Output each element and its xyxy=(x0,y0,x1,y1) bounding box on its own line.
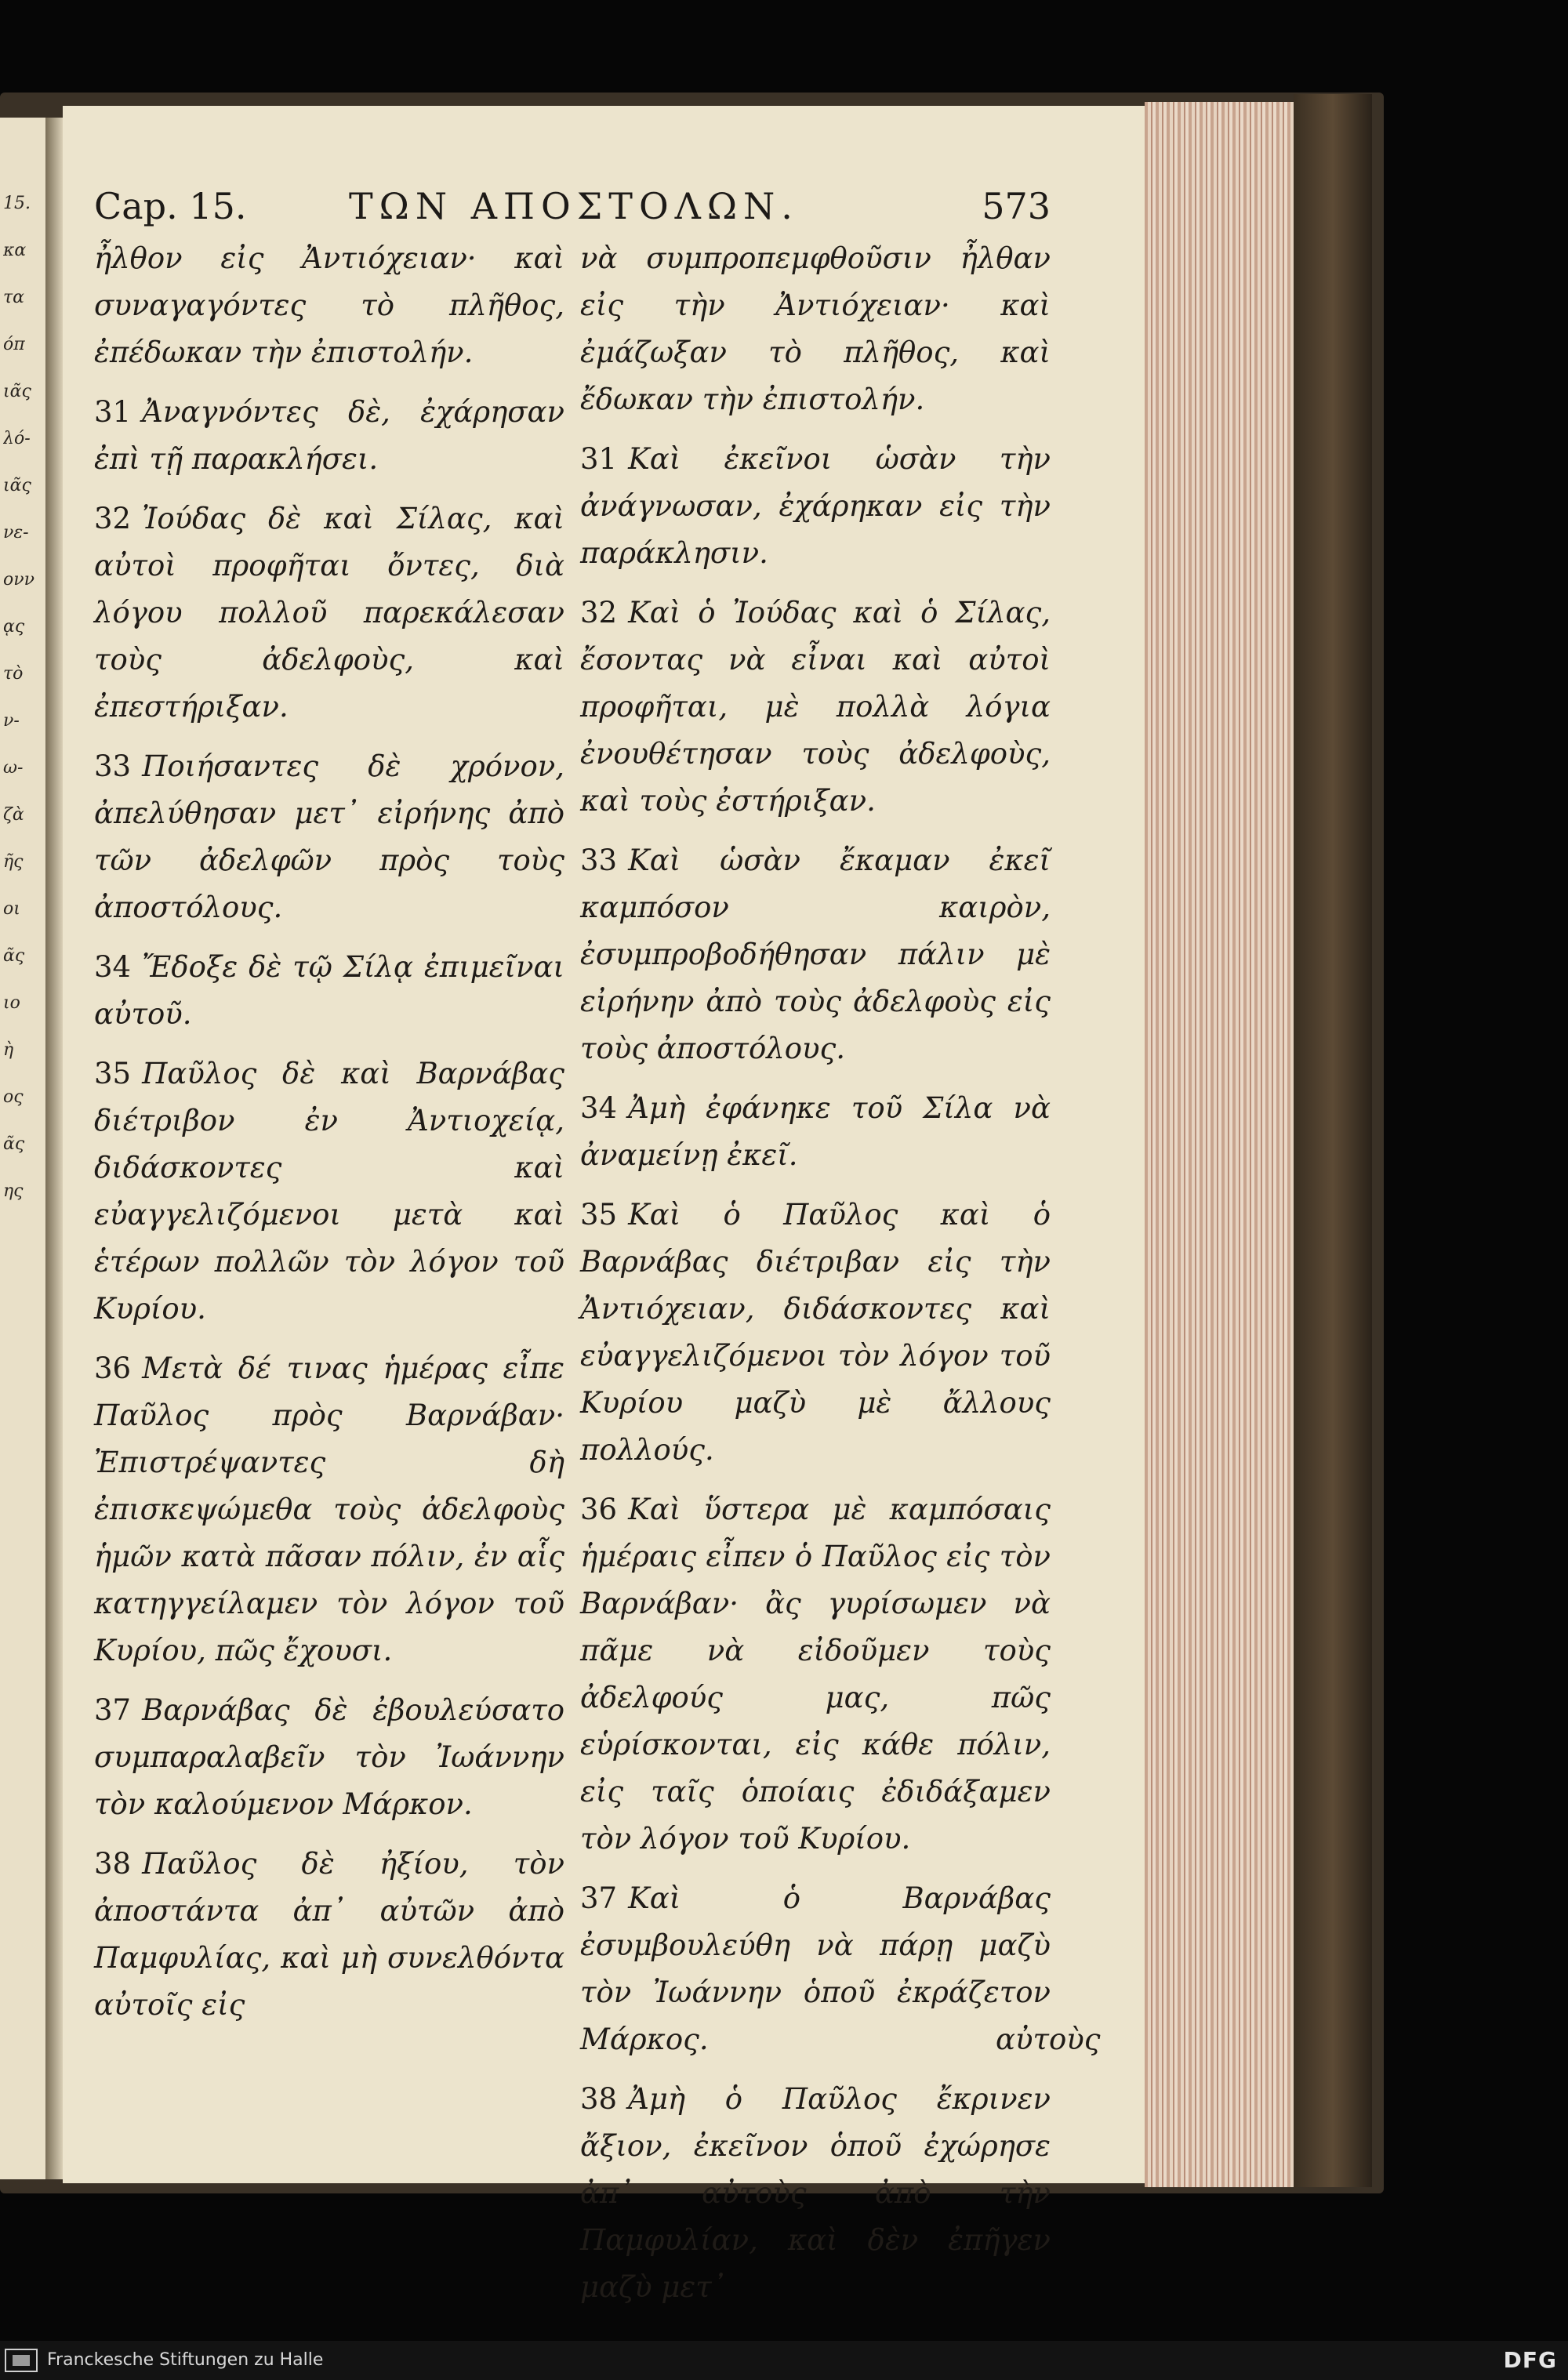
verse-text: Καὶ ὁ Βαρνάβας ἐσυμβουλεύθη νὰ πάρῃ μαζὺ τὸν Ἰωάννην ὁποῦ ἐκράζετον Μάρκος. xyxy=(580,1881,1051,2056)
verse-paragraph xyxy=(580,590,1051,825)
verse-paragraph xyxy=(94,743,564,931)
left-page-fragment: ιο xyxy=(3,993,20,1013)
left-page-fragment: ιᾶς xyxy=(3,476,31,495)
left-page-fragment: νε- xyxy=(3,523,29,542)
verse-number: 37 xyxy=(94,1693,132,1727)
verse-number: 31 xyxy=(580,442,618,476)
page-number: 573 xyxy=(982,185,1051,227)
book-spine xyxy=(1294,94,1372,2187)
verse-paragraph xyxy=(580,1875,1051,2063)
verse-text: Καὶ ὁ Ἰούδας καὶ ὁ Σίλας, ἔσοντας νὰ εἶναι καὶ αὐτοὶ προφῆται, μὲ πολλὰ λόγια ἐνουθέτησαν τοὺς ἀδελφοὺς, καὶ τοὺς ἐστήριξαν. xyxy=(580,596,1051,818)
left-page-fragment: ιᾶς xyxy=(3,382,31,401)
left-page-fragment: κα xyxy=(3,241,27,260)
verse-text: Βαρνάβας δὲ ἐβουλεύσατο συμπαραλαβεῖν τὸν Ἰωάννην τὸν καλούμενον Μάρκον. xyxy=(94,1693,564,1821)
verse-number: 38 xyxy=(580,2082,618,2116)
verse-number: 34 xyxy=(94,950,132,984)
verse-number: 36 xyxy=(94,1351,132,1385)
verse-number: 32 xyxy=(94,502,132,535)
left-page-fragments xyxy=(3,180,44,2062)
verse-text: Καὶ ὕστερα μὲ καμπόσαις ἡμέραις εἶπεν ὁ Παῦλος εἰς τὸν Βαρνάβαν· ἂς γυρίσωμεν νὰ πᾶμε νὰ εἰδοῦμεν τοὺς ἀδελφούς μας, πῶς εὑρίσκονται, εἰς κάθε πόλιν, εἰς ταῖς ὁποίαις ἐδιδάξαμεν τὸν λόγον τοῦ Κυρίου. xyxy=(580,1493,1051,1856)
verse-paragraph xyxy=(94,389,564,483)
verse-number: 35 xyxy=(94,1057,132,1090)
verse-number: 38 xyxy=(94,1847,132,1881)
verse-paragraph xyxy=(94,1050,564,1333)
verse-text: Ποιήσαντες δὲ χρόνον, ἀπελύθησαν μετ᾽ εἰρήνης ἀπὸ τῶν ἀδελφῶν πρὸς τοὺς ἀποστόλους. xyxy=(94,749,564,924)
left-page-fragment: ῆς xyxy=(3,852,24,872)
verse-paragraph xyxy=(580,1486,1051,1863)
chapter-label: Cap. 15. xyxy=(94,185,247,227)
left-page-fragment: ᾳς xyxy=(3,617,25,637)
verse-text: Ἀμὴ ὁ Παῦλος ἔκρινεν ἄξιον, ἐκεῖνον ὁποῦ ἐχώρησε ἀπ᾽ αὐτοὺς ἀπὸ τὴν Παμφυλίαν, καὶ δὲν ἐπῆγεν μαζὺ μετ᾽ xyxy=(580,2082,1051,2304)
left-column-ancient-greek xyxy=(94,235,564,2041)
left-page-fragment: ᾶς xyxy=(3,946,25,966)
footer-bar xyxy=(0,2341,1568,2380)
running-head xyxy=(94,185,1051,240)
left-page-fragment: ονν xyxy=(3,570,34,590)
page-block-edge xyxy=(1145,102,1294,2187)
left-page-fragment: τα xyxy=(3,288,25,307)
book-title: ΤΩΝ ΑΠΟΣΤΟΛΩΝ. xyxy=(349,185,799,227)
verse-paragraph xyxy=(94,235,564,376)
verse-paragraph xyxy=(580,837,1051,1072)
verse-paragraph xyxy=(94,1345,564,1674)
verse-paragraph xyxy=(94,495,564,731)
left-page-fragment: ᾶς xyxy=(3,1134,25,1154)
verse-paragraph xyxy=(94,1841,564,2029)
verse-paragraph xyxy=(580,436,1051,577)
left-page-fragment: ω- xyxy=(3,758,24,778)
verse-text: Ἀμὴ ἐφάνηκε τοῦ Σίλα νὰ ἀναμείνῃ ἐκεῖ. xyxy=(580,1091,1051,1172)
left-page-fragment: ζὰ xyxy=(3,805,24,825)
verse-text: νὰ συμπροπεμφθοῦσιν ἦλθαν εἰς τὴν Ἀντιόχειαν· καὶ ἐμάζωξαν τὸ πλῆθος, καὶ ἔδωκαν τὴν ἐπιστολήν. xyxy=(580,241,1051,416)
verse-text: Ἔδοξε δὲ τῷ Σίλᾳ ἐπιμεῖναι αὐτοῦ. xyxy=(94,950,564,1031)
verse-paragraph xyxy=(580,1085,1051,1179)
verse-number: 36 xyxy=(580,1493,618,1526)
verse-text: Παῦλος δὲ ἠξίου, τὸν ἀποστάντα ἀπ᾽ αὐτῶν ἀπὸ Παμφυλίας, καὶ μὴ συνελθόντα αὐτοῖς εἰς xyxy=(94,1847,564,2022)
left-page-edge xyxy=(0,118,48,2179)
dfg-logo: DFG xyxy=(1503,2347,1557,2373)
institution-logo-icon xyxy=(5,2349,38,2372)
verse-number: 33 xyxy=(580,844,618,877)
verse-text: Παῦλος δὲ καὶ Βαρνάβας διέτριβον ἐν Ἀντιοχείᾳ, διδάσκοντες καὶ εὐαγγελιζόμενοι μετὰ καὶ ἑτέρων πολλῶν τὸν λόγον τοῦ Κυρίου. xyxy=(94,1057,564,1326)
left-page-fragment: ὴ xyxy=(3,1040,14,1060)
book-gutter xyxy=(45,118,63,2179)
verse-paragraph xyxy=(94,1687,564,1828)
left-page-fragment: ης xyxy=(3,1181,24,1201)
verse-number: 32 xyxy=(580,596,618,629)
verse-text: Καὶ ὁ Παῦλος καὶ ὁ Βαρνάβας διέτριβαν εἰς τὴν Ἀντιόχειαν, διδάσκοντες καὶ εὐαγγελιζόμενοι τὸν λόγον τοῦ Κυρίου μαζὺ μὲ ἄλλους πολλούς. xyxy=(580,1198,1051,1467)
verse-number: 34 xyxy=(580,1091,618,1125)
left-page-fragment: όπ xyxy=(3,335,25,354)
footer-institution: Franckesche Stiftungen zu Halle xyxy=(47,2350,324,2370)
catchword: αὐτοὺς xyxy=(996,2023,1101,2056)
verse-text: Ἀναγνόντες δὲ, ἐχάρησαν ἐπὶ τῇ παρακλήσει. xyxy=(94,395,564,476)
verse-text: Μετὰ δέ τινας ἡμέρας εἶπε Παῦλος πρὸς Βαρνάβαν· Ἐπιστρέψαντες δὴ ἐπισκεψώμεθα τοὺς ἀδελφοὺς ἡμῶν κατὰ πᾶσαν πόλιν, ἐν αἷς κατηγγείλαμεν τὸν λόγον τοῦ Κυρίου, πῶς ἔχουσι. xyxy=(94,1351,564,1667)
verse-text: ἦλθον εἰς Ἀντιόχειαν· καὶ συναγαγόντες τὸ πλῆθος, ἐπέδωκαν τὴν ἐπιστολήν. xyxy=(94,241,564,369)
verse-text: Καὶ ἐκεῖνοι ὡσὰν τὴν ἀνάγνωσαν, ἐχάρηκαν εἰς τὴν παράκλησιν. xyxy=(580,442,1051,570)
verse-paragraph xyxy=(580,2076,1051,2311)
left-page-fragment: τὸ xyxy=(3,664,24,684)
verse-number: 35 xyxy=(580,1198,618,1232)
left-page-fragment: λό- xyxy=(3,429,31,448)
verse-number: 33 xyxy=(94,749,132,783)
left-page-fragment: ν- xyxy=(3,711,20,731)
verse-number: 37 xyxy=(580,1881,618,1915)
verse-text: Ἰούδας δὲ καὶ Σίλας, καὶ αὐτοὶ προφῆται ὄντες, διὰ λόγου πολλοῦ παρεκάλεσαν τοὺς ἀδελφοὺς, καὶ ἐπεστήριξαν. xyxy=(94,502,564,724)
verse-paragraph xyxy=(580,235,1051,423)
right-column-modern-greek xyxy=(580,235,1051,2324)
left-page-fragment: 15. xyxy=(3,194,31,213)
verse-paragraph xyxy=(580,1192,1051,1474)
left-page-fragment: ος xyxy=(3,1087,24,1107)
verse-text: Καὶ ὡσὰν ἔκαμαν ἐκεῖ καμπόσον καιρὸν, ἐσυμπροβοδήθησαν πάλιν μὲ εἰρήνην ἀπὸ τοὺς ἀδελφοὺς εἰς τοὺς ἀποστόλους. xyxy=(580,844,1051,1065)
left-page-fragment: οι xyxy=(3,899,20,919)
verse-number: 31 xyxy=(94,395,132,429)
verse-paragraph xyxy=(94,944,564,1038)
